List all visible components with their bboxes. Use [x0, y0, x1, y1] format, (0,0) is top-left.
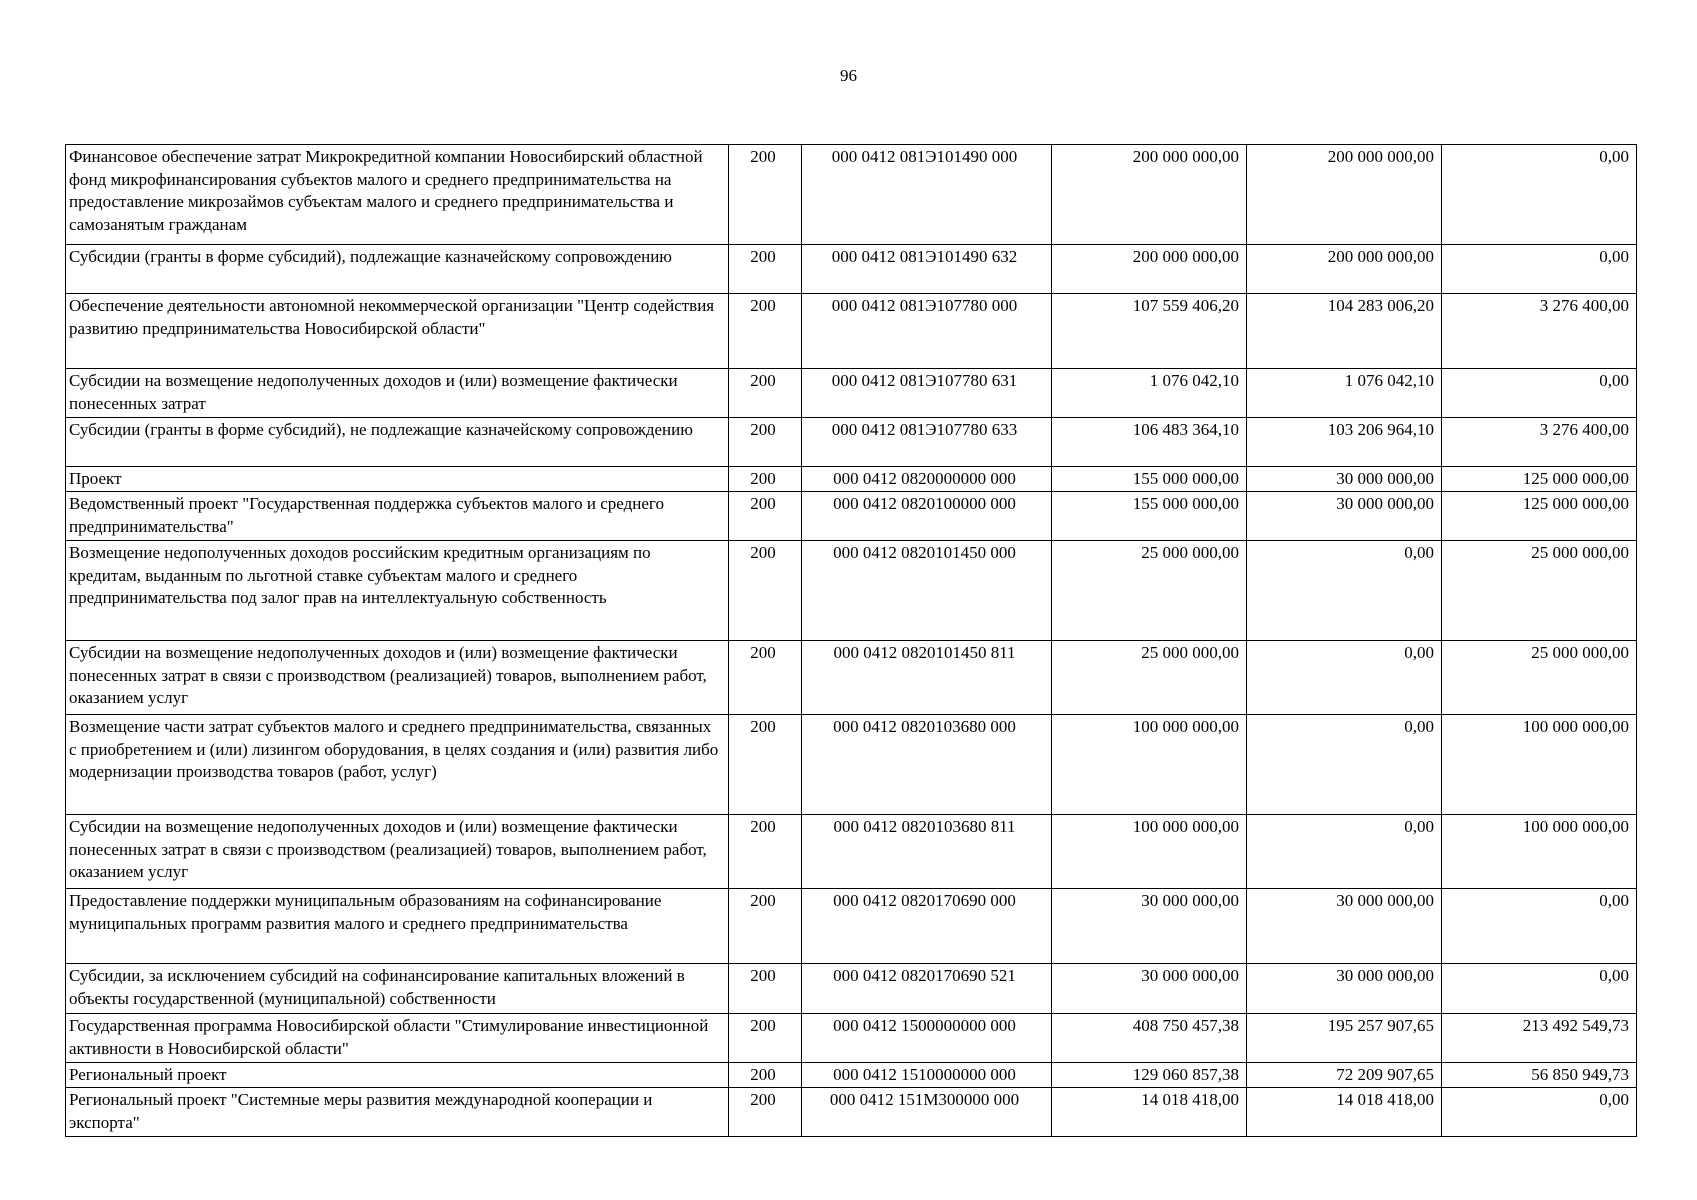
row-amount-3: 0,00 — [1442, 245, 1637, 294]
row-amount-3: 0,00 — [1442, 889, 1637, 964]
table-row — [66, 245, 1637, 294]
table-row — [66, 492, 1637, 541]
row-amount-total: 100 000 000,00 — [1052, 815, 1247, 889]
table-row — [66, 641, 1637, 715]
table-row — [66, 815, 1637, 889]
row-amount-total: 25 000 000,00 — [1052, 641, 1247, 715]
row-code: 200 — [729, 245, 802, 294]
row-code: 200 — [729, 889, 802, 964]
row-classifier: 000 0412 151M300000 000 — [802, 1088, 1052, 1137]
row-amount-total: 30 000 000,00 — [1052, 964, 1247, 1014]
row-amount-3: 25 000 000,00 — [1442, 641, 1637, 715]
row-classifier: 000 0412 0820170690 521 — [802, 964, 1052, 1014]
row-amount-total: 200 000 000,00 — [1052, 245, 1247, 294]
row-amount-2: 0,00 — [1247, 641, 1442, 715]
row-amount-3: 3 276 400,00 — [1442, 418, 1637, 467]
row-amount-2: 200 000 000,00 — [1247, 245, 1442, 294]
row-amount-total: 155 000 000,00 — [1052, 492, 1247, 541]
table-row — [66, 889, 1637, 964]
row-amount-total: 155 000 000,00 — [1052, 467, 1247, 492]
row-amount-3: 3 276 400,00 — [1442, 294, 1637, 369]
row-amount-2: 30 000 000,00 — [1247, 492, 1442, 541]
row-name: Государственная программа Новосибирской области "Стимулирование инвестиционной активности в Новосибирской области" — [66, 1014, 729, 1063]
row-code: 200 — [729, 641, 802, 715]
row-amount-2: 72 209 907,65 — [1247, 1063, 1442, 1088]
row-amount-3: 213 492 549,73 — [1442, 1014, 1637, 1063]
row-code: 200 — [729, 467, 802, 492]
row-code: 200 — [729, 294, 802, 369]
row-classifier: 000 0412 1510000000 000 — [802, 1063, 1052, 1088]
row-name: Региональный проект "Системные меры развития международной кооперации и экспорта" — [66, 1088, 729, 1137]
row-amount-3: 56 850 949,73 — [1442, 1063, 1637, 1088]
row-classifier: 000 0412 081Э107780 633 — [802, 418, 1052, 467]
row-name: Субсидии, за исключением субсидий на софинансирование капитальных вложений в объекты государственной (муниципальной) собственности — [66, 964, 729, 1014]
row-code: 200 — [729, 715, 802, 815]
row-classifier: 000 0412 0820101450 000 — [802, 541, 1052, 641]
row-classifier: 000 0412 081Э101490 632 — [802, 245, 1052, 294]
row-name: Субсидии (гранты в форме субсидий), подлежащие казначейскому сопровождению — [66, 245, 729, 294]
table-row — [66, 467, 1637, 492]
row-amount-2: 0,00 — [1247, 541, 1442, 641]
row-classifier: 000 0412 0820103680 811 — [802, 815, 1052, 889]
row-amount-2: 30 000 000,00 — [1247, 467, 1442, 492]
row-classifier: 000 0412 081Э107780 000 — [802, 294, 1052, 369]
table-row — [66, 369, 1637, 418]
row-code: 200 — [729, 964, 802, 1014]
row-classifier: 000 0412 0820000000 000 — [802, 467, 1052, 492]
row-amount-total: 107 559 406,20 — [1052, 294, 1247, 369]
row-amount-3: 100 000 000,00 — [1442, 815, 1637, 889]
row-code: 200 — [729, 369, 802, 418]
table-row — [66, 1014, 1637, 1063]
row-amount-3: 0,00 — [1442, 145, 1637, 245]
row-amount-3: 0,00 — [1442, 369, 1637, 418]
row-amount-3: 125 000 000,00 — [1442, 467, 1637, 492]
row-amount-2: 0,00 — [1247, 715, 1442, 815]
row-amount-2: 30 000 000,00 — [1247, 889, 1442, 964]
row-amount-2: 14 018 418,00 — [1247, 1088, 1442, 1137]
row-amount-total: 129 060 857,38 — [1052, 1063, 1247, 1088]
row-amount-total: 408 750 457,38 — [1052, 1014, 1247, 1063]
budget-table — [65, 144, 1637, 1137]
row-amount-3: 25 000 000,00 — [1442, 541, 1637, 641]
row-code: 200 — [729, 1088, 802, 1137]
row-amount-2: 0,00 — [1247, 815, 1442, 889]
row-name: Ведомственный проект "Государственная поддержка субъектов малого и среднего предпринимательства" — [66, 492, 729, 541]
row-amount-total: 30 000 000,00 — [1052, 889, 1247, 964]
row-amount-total: 14 018 418,00 — [1052, 1088, 1247, 1137]
row-code: 200 — [729, 145, 802, 245]
row-amount-2: 103 206 964,10 — [1247, 418, 1442, 467]
row-amount-3: 125 000 000,00 — [1442, 492, 1637, 541]
table-row — [66, 541, 1637, 641]
row-code: 200 — [729, 1063, 802, 1088]
row-amount-total: 100 000 000,00 — [1052, 715, 1247, 815]
row-name: Субсидии на возмещение недополученных доходов и (или) возмещение фактически понесенных затрат в связи с производством (реализацией) товаров, выполнением работ, оказанием услуг — [66, 641, 729, 715]
table-row — [66, 418, 1637, 467]
row-name: Возмещение части затрат субъектов малого и среднего предпринимательства, связанных с приобретением и (или) лизингом оборудования, в целях создания и (или) развития либо модернизации производства товаров (работ, услуг) — [66, 715, 729, 815]
table-row — [66, 145, 1637, 245]
row-classifier: 000 0412 0820170690 000 — [802, 889, 1052, 964]
row-name: Региональный проект — [66, 1063, 729, 1088]
row-amount-total: 106 483 364,10 — [1052, 418, 1247, 467]
row-name: Субсидии на возмещение недополученных доходов и (или) возмещение фактически понесенных затрат — [66, 369, 729, 418]
row-name: Финансовое обеспечение затрат Микрокредитной компании Новосибирский областной фонд микрофинансирования субъектов малого и среднего предпринимательства на предоставление микрозаймов субъектам малого и среднего предпринимательства и самозанятым гражданам — [66, 145, 729, 245]
row-classifier: 000 0412 0820101450 811 — [802, 641, 1052, 715]
row-amount-3: 0,00 — [1442, 964, 1637, 1014]
row-amount-total: 200 000 000,00 — [1052, 145, 1247, 245]
row-classifier: 000 0412 081Э101490 000 — [802, 145, 1052, 245]
row-amount-2: 30 000 000,00 — [1247, 964, 1442, 1014]
row-code: 200 — [729, 418, 802, 467]
row-code: 200 — [729, 815, 802, 889]
page-number: 96 — [840, 66, 857, 85]
row-code: 200 — [729, 541, 802, 641]
row-name: Проект — [66, 467, 729, 492]
row-classifier: 000 0412 0820103680 000 — [802, 715, 1052, 815]
row-name: Обеспечение деятельности автономной некоммерческой организации "Центр содействия развитию предпринимательства Новосибирской области" — [66, 294, 729, 369]
row-amount-3: 100 000 000,00 — [1442, 715, 1637, 815]
table-row — [66, 294, 1637, 369]
row-classifier: 000 0412 1500000000 000 — [802, 1014, 1052, 1063]
row-amount-2: 200 000 000,00 — [1247, 145, 1442, 245]
row-classifier: 000 0412 081Э107780 631 — [802, 369, 1052, 418]
table-row — [66, 964, 1637, 1014]
row-classifier: 000 0412 0820100000 000 — [802, 492, 1052, 541]
row-name: Предоставление поддержки муниципальным образованиям на софинансирование муниципальных программ развития малого и среднего предпринимательства — [66, 889, 729, 964]
row-name: Возмещение недополученных доходов российским кредитным организациям по кредитам, выданным по льготной ставке субъектам малого и среднего предпринимательства под залог прав на интеллектуальную собственность — [66, 541, 729, 641]
row-amount-2: 104 283 006,20 — [1247, 294, 1442, 369]
row-code: 200 — [729, 1014, 802, 1063]
row-amount-total: 25 000 000,00 — [1052, 541, 1247, 641]
row-amount-2: 1 076 042,10 — [1247, 369, 1442, 418]
row-amount-3: 0,00 — [1442, 1088, 1637, 1137]
table-row — [66, 715, 1637, 815]
table-row — [66, 1088, 1637, 1137]
table-row — [66, 1063, 1637, 1088]
row-name: Субсидии (гранты в форме субсидий), не подлежащие казначейскому сопровождению — [66, 418, 729, 467]
row-name: Субсидии на возмещение недополученных доходов и (или) возмещение фактически понесенных затрат в связи с производством (реализацией) товаров, выполнением работ, оказанием услуг — [66, 815, 729, 889]
row-amount-2: 195 257 907,65 — [1247, 1014, 1442, 1063]
row-amount-total: 1 076 042,10 — [1052, 369, 1247, 418]
row-code: 200 — [729, 492, 802, 541]
